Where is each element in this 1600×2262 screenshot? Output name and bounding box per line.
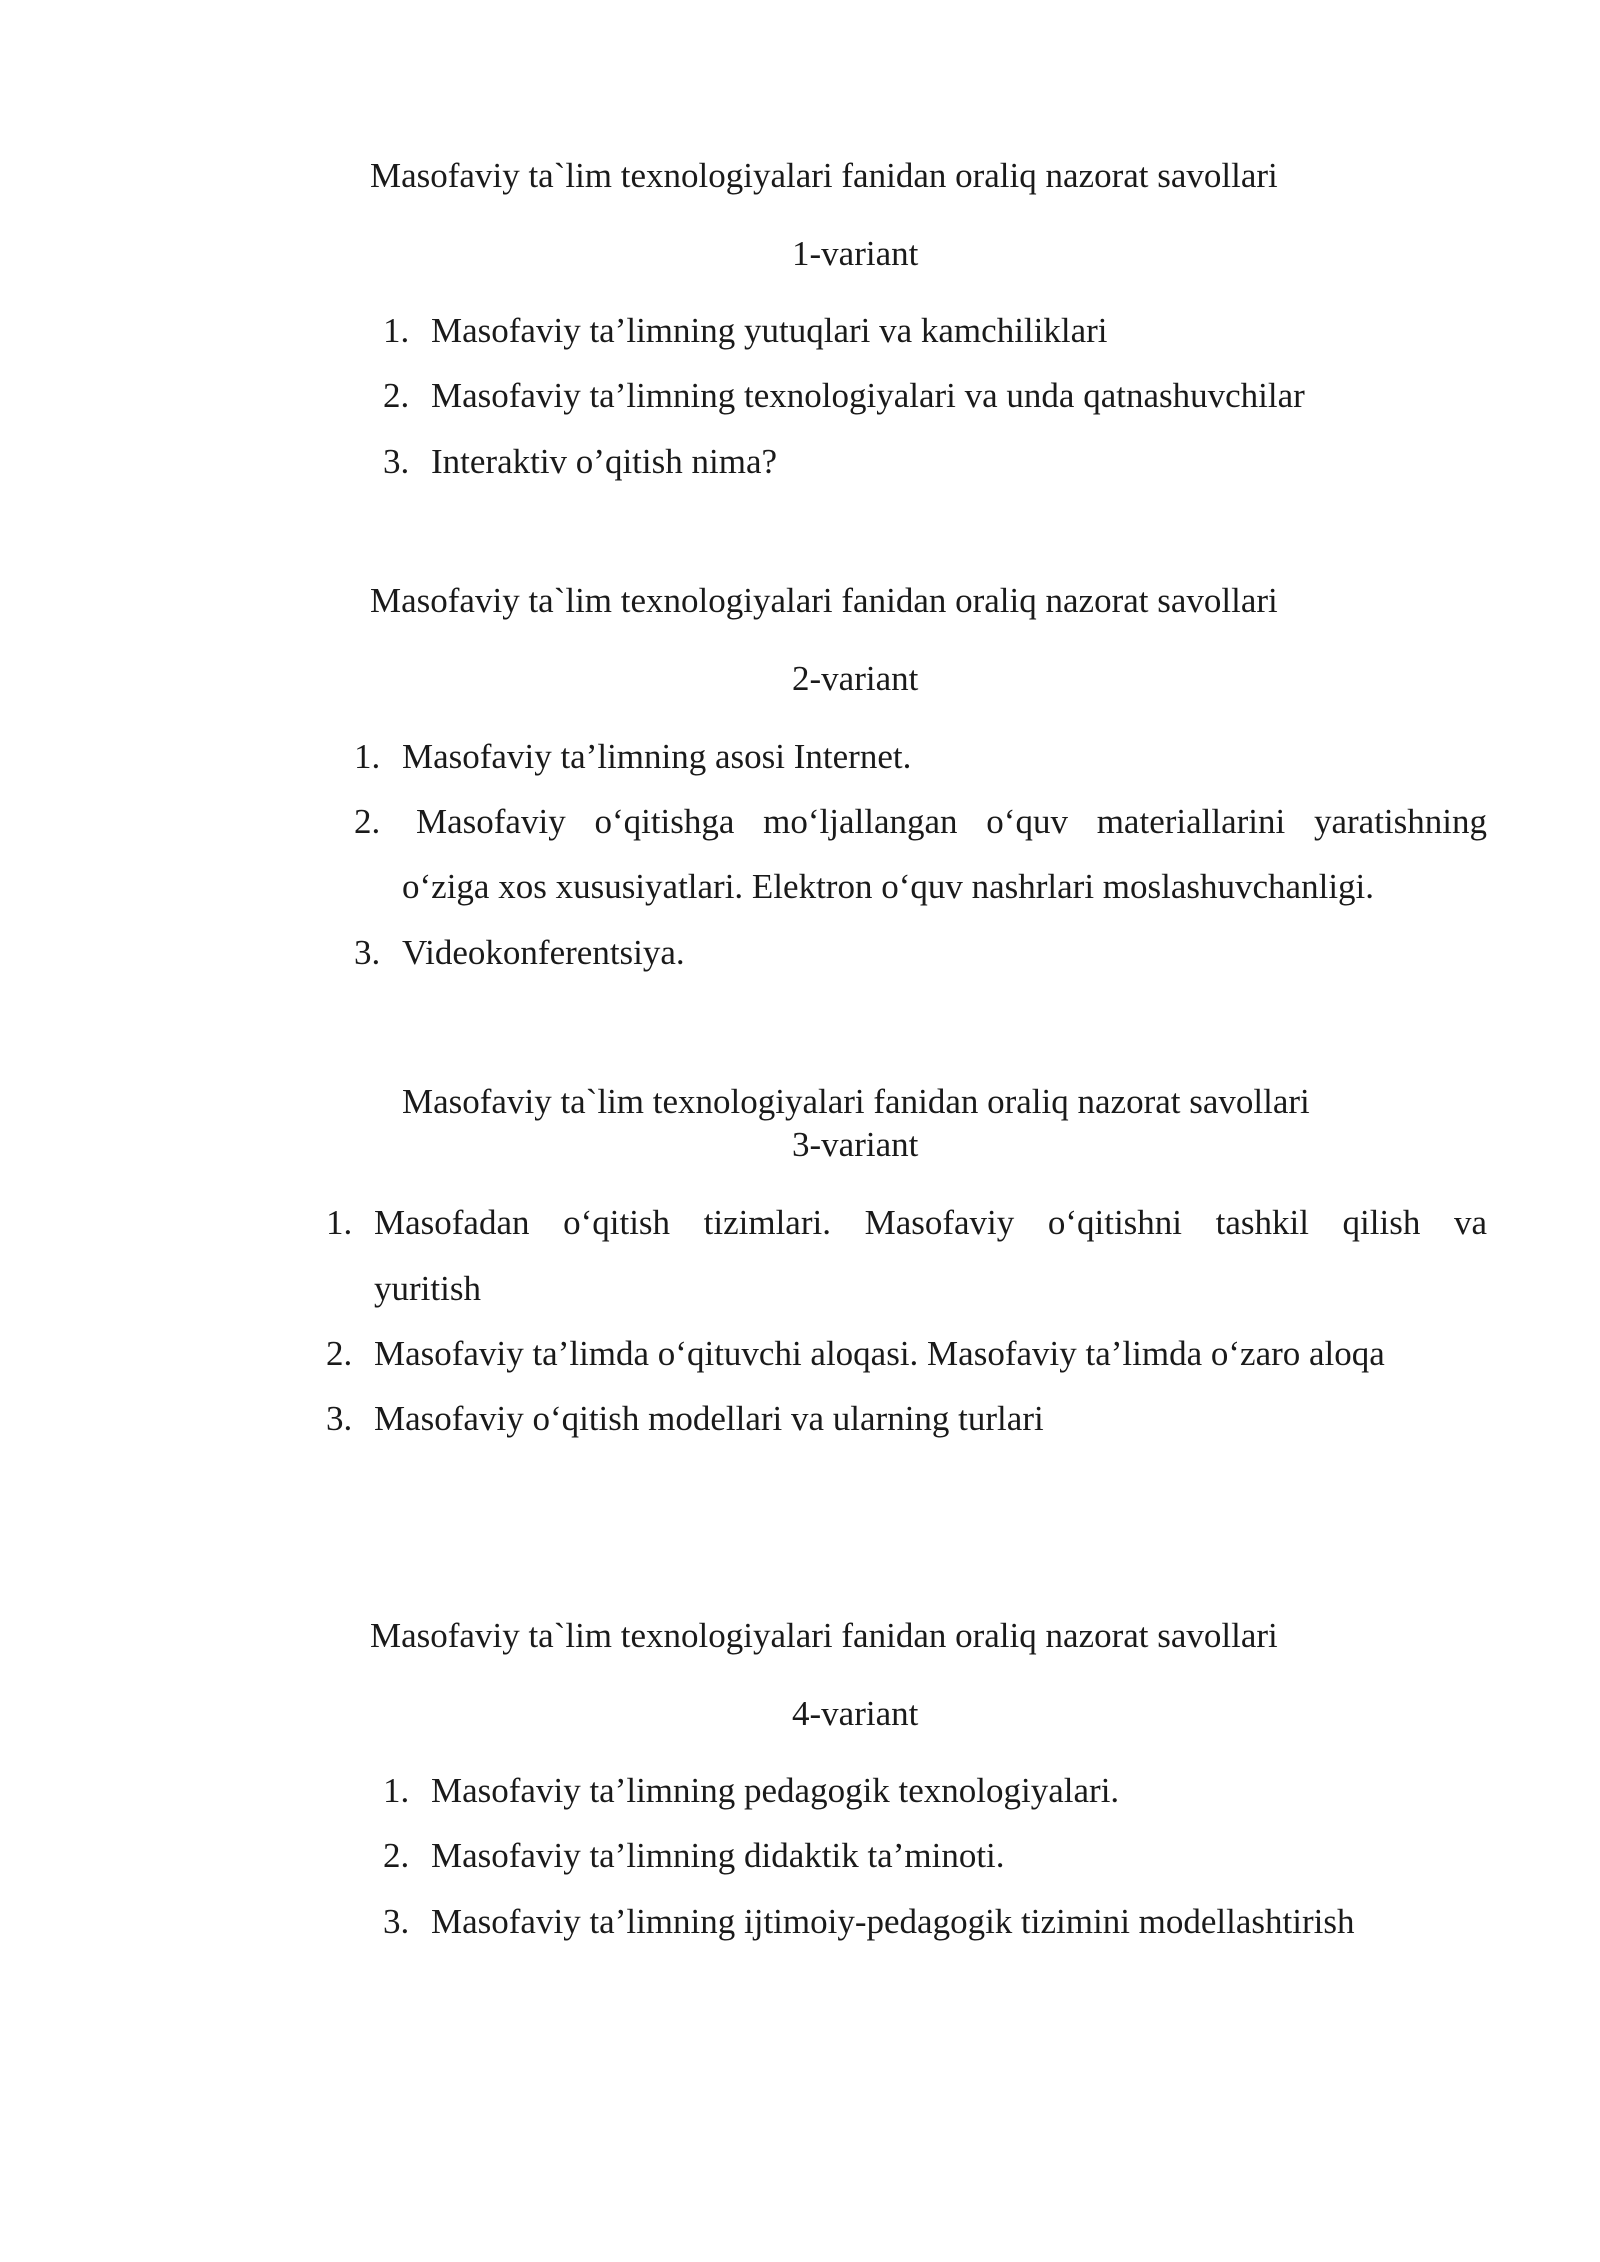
section-3-item-1-number: 1.: [326, 1203, 353, 1242]
section-1-item-2-text: Masofaviy ta’limning texnologiyalari va unda qatnashuvchilar: [431, 376, 1305, 415]
section-4-item-1-number: 1.: [383, 1771, 410, 1810]
section-3-item-1-text-line-2: yuritish: [374, 1269, 481, 1308]
section-4-variant: 4-variant: [792, 1694, 919, 1733]
section-4-title: Masofaviy ta`lim texnologiyalari fanidan oraliq nazorat savollari: [370, 1616, 1278, 1655]
section-4-item-2-number: 2.: [383, 1836, 410, 1875]
section-1-item-1-number: 1.: [383, 311, 410, 350]
section-4-item-3-text: Masofaviy ta’limning ijtimoiy-pedagogik tizimini modellashtirish: [431, 1902, 1355, 1941]
section-2-item-3-number: 3.: [354, 933, 381, 972]
section-2-item-2-text-line-2: o‘ziga xos xususiyatlari. Elektron o‘quv nashrlari moslashuvchanligi.: [402, 867, 1375, 906]
section-3-item-3-text: Masofaviy o‘qitish modellari va ularning turlari: [374, 1399, 1044, 1438]
section-2-item-3-text: Videokonferentsiya.: [402, 933, 685, 972]
section-4-item-1-text: Masofaviy ta’limning pedagogik texnologiyalari.: [431, 1771, 1120, 1810]
section-3-variant: 3-variant: [792, 1125, 919, 1164]
section-1-item-2-number: 2.: [383, 376, 410, 415]
section-2-item-2-text-line-1: Masofaviy o‘qitishga mo‘ljallangan o‘quv materiallarini yaratishning: [416, 802, 1487, 841]
section-3-item-2-text: Masofaviy ta’limda o‘qituvchi aloqasi. Masofaviy ta’limda o‘zaro aloqa: [374, 1334, 1385, 1373]
section-1-title: Masofaviy ta`lim texnologiyalari fanidan oraliq nazorat savollari: [370, 156, 1278, 195]
section-3-item-1-text-line-1: Masofadan o‘qitish tizimlari. Masofaviy o‘qitishni tashkil qilish va: [374, 1203, 1487, 1242]
section-2-item-1-text: Masofaviy ta’limning asosi Internet.: [402, 737, 912, 776]
section-2-variant: 2-variant: [792, 659, 919, 698]
section-4-item-3-number: 3.: [383, 1902, 410, 1941]
section-4-item-2-text: Masofaviy ta’limning didaktik ta’minoti.: [431, 1836, 1005, 1875]
section-3-title: Masofaviy ta`lim texnologiyalari fanidan oraliq nazorat savollari: [402, 1082, 1310, 1121]
section-2-item-1-number: 1.: [354, 737, 381, 776]
section-2-item-2-number: 2.: [354, 802, 381, 841]
section-1-item-1-text: Masofaviy ta’limning yutuqlari va kamchiliklari: [431, 311, 1108, 350]
section-1-item-3-text: Interaktiv o’qitish nima?: [431, 442, 778, 481]
section-3-item-2-number: 2.: [326, 1334, 353, 1373]
section-1-item-3-number: 3.: [383, 442, 410, 481]
section-2-title: Masofaviy ta`lim texnologiyalari fanidan oraliq nazorat savollari: [370, 581, 1278, 620]
section-1-variant: 1-variant: [792, 234, 919, 273]
section-3-item-3-number: 3.: [326, 1399, 353, 1438]
